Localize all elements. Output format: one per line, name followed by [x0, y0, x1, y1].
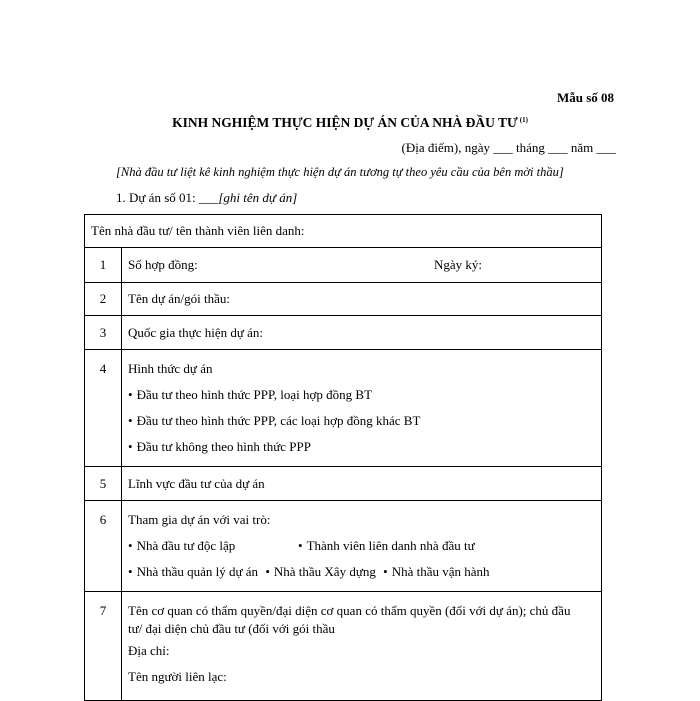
row-number [85, 316, 122, 350]
address-label: Địa chỉ: [128, 643, 170, 658]
project-prefix: 1. Dự án số 01: ___ [116, 190, 219, 205]
bullet-icon: • [128, 387, 133, 402]
project-line [116, 190, 297, 206]
role-option: Nhà thầu Xây dựng [273, 564, 376, 579]
option-text: Đầu tư không theo hình thức PPP [136, 439, 311, 454]
row-number-text: 6 [99, 512, 107, 527]
option-text: Đầu tư theo hình thức PPP, các loại hợp đồng khác BT [136, 413, 421, 428]
contract-number-label: Số hợp đồng: [128, 257, 198, 272]
row-number [85, 592, 122, 701]
row-content [122, 592, 602, 701]
bullet-icon: • [128, 413, 133, 428]
row-content [122, 283, 602, 316]
project-form-label: Hình thức dự án [128, 361, 213, 376]
row-content [122, 467, 602, 501]
option-text: Đầu tư theo hình thức PPP, loại hợp đồng BT [136, 387, 373, 402]
row-number [85, 283, 122, 316]
row-number-text: 7 [99, 603, 107, 618]
title-text: KINH NGHIỆM THỰC HIỆN DỰ ÁN CỦA NHÀ ĐẦU TƯ [172, 115, 518, 130]
experience-table [84, 214, 602, 701]
table-row [85, 350, 602, 467]
project-form-option [128, 434, 601, 460]
table-row [85, 283, 602, 316]
row-number-text: 2 [99, 291, 107, 306]
investor-name-label: Tên nhà đầu tư/ tên thành viên liên danh: [91, 223, 305, 238]
row-number [85, 350, 122, 467]
authority-label-line-1: Tên cơ quan có thẩm quyền/đại diện cơ quan có thẩm quyền (đối với dự án); chủ đầu [128, 603, 571, 618]
row-number-text: 5 [99, 476, 107, 491]
table-row [85, 592, 602, 701]
project-placeholder: [ghi tên dự án] [218, 190, 298, 205]
contract-line [128, 248, 601, 282]
row-number-text: 1 [99, 257, 107, 272]
authority-label-line-2: tư/ đại diện chủ đầu tư (đối với gói thầu [128, 621, 335, 636]
row-content [122, 248, 602, 283]
authority-label [128, 592, 601, 638]
bullet-icon: • [128, 439, 133, 454]
head-cell [85, 215, 602, 248]
date-line: (Địa điểm), ngày ___ tháng ___ năm ___ [401, 140, 616, 155]
role-options-line-2 [128, 559, 601, 585]
row-content [122, 501, 602, 592]
document-title [0, 115, 700, 131]
sign-date-label: Ngày ký: [434, 257, 483, 272]
role-option: Nhà đầu tư độc lập [136, 538, 236, 553]
bullet-icon: • [128, 564, 133, 579]
row-content [122, 350, 602, 467]
role-option: Nhà thầu quản lý dự án [136, 564, 259, 579]
row-number-text: 3 [99, 325, 107, 340]
bullet-icon: • [383, 564, 388, 579]
role-option: Thành viên liên danh nhà đầu tư [306, 538, 475, 553]
title-footnote: (1) [519, 116, 528, 124]
table-row [85, 248, 602, 283]
row-number [85, 501, 122, 592]
role-option-group [298, 533, 475, 559]
table-row [85, 467, 602, 501]
table-row [85, 501, 602, 592]
role-label: Tham gia dự án với vai trò: [128, 512, 271, 527]
project-form-option [128, 408, 601, 434]
investment-field-label: Lĩnh vực đầu tư của dự án [128, 476, 265, 491]
row-number [85, 467, 122, 501]
role-options-line-1 [128, 533, 601, 559]
table-head-row [85, 215, 602, 248]
contact-person-label: Tên người liên lạc: [128, 669, 227, 684]
form-code: Mẫu số 08 [556, 90, 614, 105]
row-number [85, 248, 122, 283]
table-row [85, 316, 602, 350]
bullet-icon: • [298, 538, 303, 553]
country-label: Quốc gia thực hiện dự án: [128, 325, 264, 340]
project-name-label: Tên dự án/gói thầu: [128, 291, 230, 306]
project-form-option [128, 382, 601, 408]
bullet-icon: • [128, 538, 133, 553]
row-number-text: 4 [99, 361, 107, 376]
row-content [122, 316, 602, 350]
bullet-icon: • [265, 564, 270, 579]
instruction-text: [Nhà đầu tư liệt kê kinh nghiệm thực hiện dự án tương tự theo yêu cầu của bên mời thầu] [116, 165, 564, 179]
role-option: Nhà thầu vận hành [391, 564, 490, 579]
